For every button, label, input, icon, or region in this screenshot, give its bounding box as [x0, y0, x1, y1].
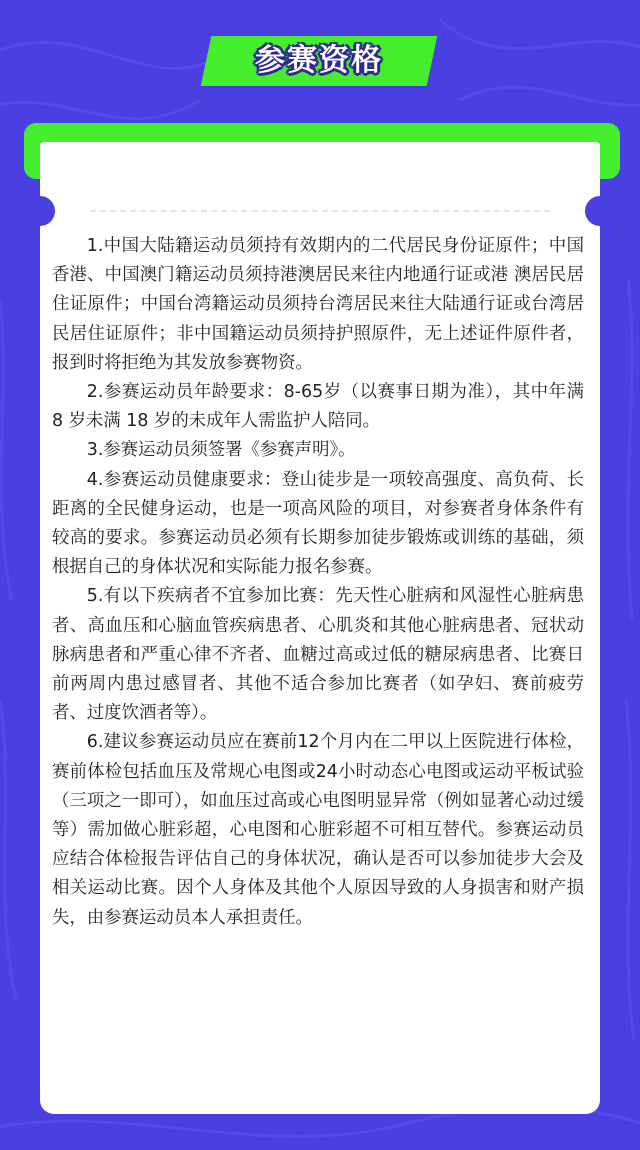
eligibility-content	[52, 232, 584, 933]
paragraph-medical-checkup: 6.建议参赛运动员应在赛前12个月内在二甲以上医院进行体检，赛前体检包括血压及常规心电图或24小时动态心电图或运动平板试验（三项之一即可），如血压过高或心电图明显异常（例如显著心动过缓等）需加做心脏彩超，心电图和心脏彩超不可相互替代。参赛运动员应结合体检报告评估自己的身体状况，确认是否可以参加徒步大会及相关运动比赛。因个人身体及其他个人原因导致的人身损害和财产损失，由参赛运动员本人承担责任。	[52, 732, 584, 928]
paragraph-health-requirement: 4.参赛运动员健康要求：登山徒步是一项较高强度、高负荷、长距离的全民健身运动，也是一项高风险的项目，对参赛者身体条件有较高的要求。参赛运动员必须有长期参加徒步锻炼或训练的基础，须根据自己的身体状况和实际能力报名参赛。	[52, 469, 584, 578]
page-title: 参赛资格	[255, 43, 383, 78]
card-notch-left	[25, 196, 55, 226]
paragraph-id-documents: 1.中国大陆籍运动员须持有效期内的二代居民身份证原件；中国香港、中国澳门籍运动员须持港澳居民来往内地通行证或港 澳居民居住证原件；中国台湾籍运动员须持台湾居民来往大陆通行证或台湾居民居住证原件；非中国籍运动员须持护照原件，无上述证件原件者，报到时将拒绝为其发放参赛物资。	[52, 236, 584, 373]
paragraph-age-requirement: 2.参赛运动员年龄要求：8-65岁（以赛事日期为准），其中年满 8 岁未满 18 岁的未成年人需监护人陪同。	[52, 382, 584, 432]
paragraph-disease-exclusions: 5.有以下疾病者不宜参加比赛：先天性心脏病和风湿性心脏病患者、高血压和心脑血管疾病患者、心肌炎和其他心脏病患者、冠状动脉病患者和严重心律不齐者、血糖过高或过低的糖尿病患者、比赛日前两周内患过感冒者、其他不适合参加比赛者（如孕妇、赛前疲劳者、过度饮酒者等）。	[52, 586, 584, 724]
card-notch-right	[585, 196, 615, 226]
paragraph-declaration: 3.参赛运动员须签署《参赛声明》。	[86, 440, 356, 461]
dashed-divider	[90, 210, 550, 212]
